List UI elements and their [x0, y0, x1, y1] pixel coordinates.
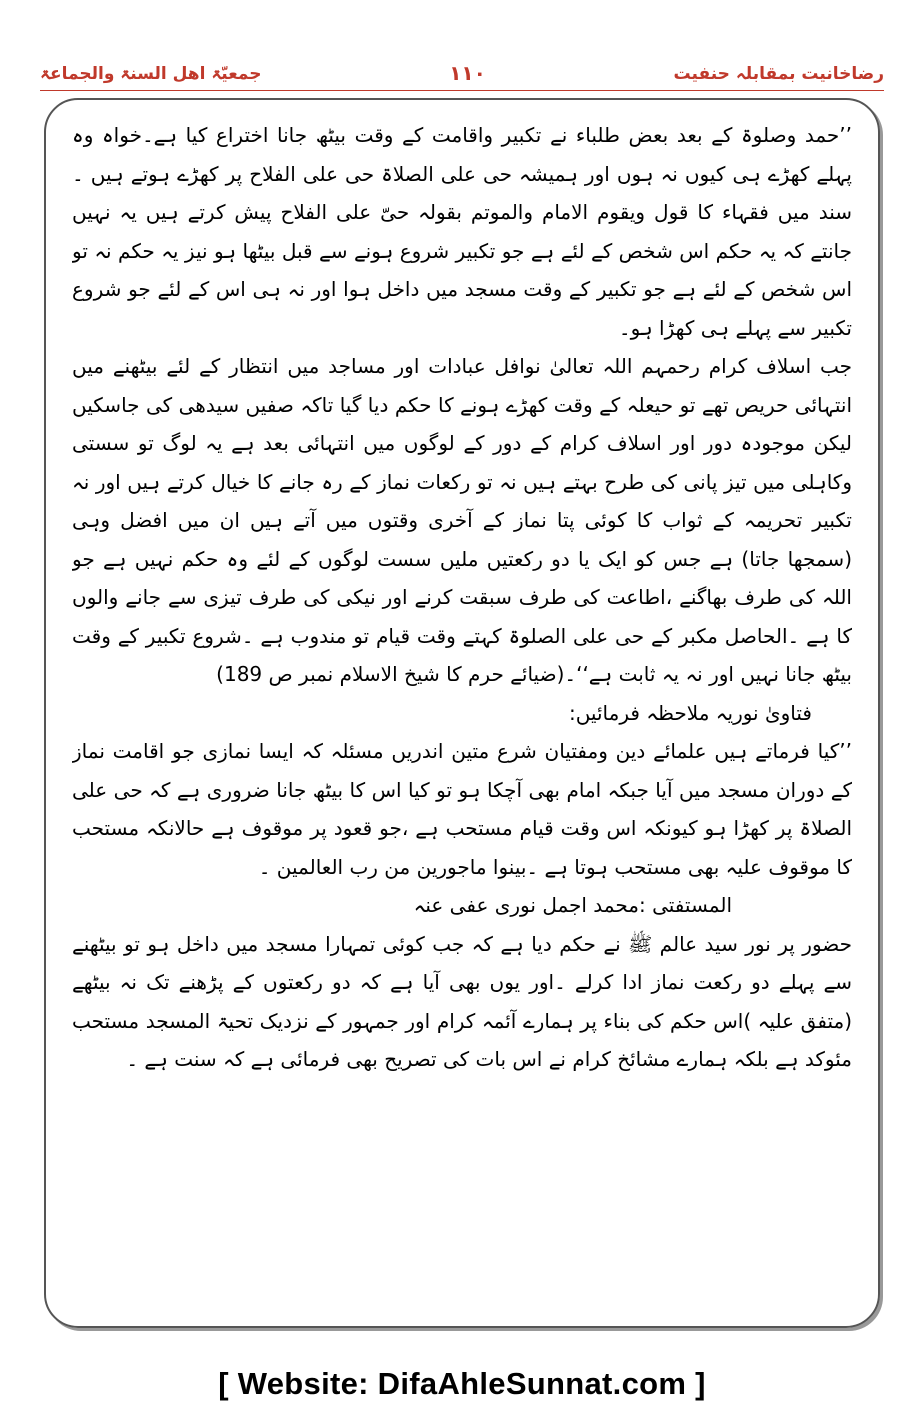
paragraph-5: المستفتی :محمد اجمل نوری عفی عنہ: [413, 893, 732, 917]
paragraph-1: ’’حمد وصلوۃ کے بعد بعض طلباء نے تکبیر واقامت کے وقت بیٹھ جانا اختراع کیا ہے۔خواہ وہ پہلے کھڑے ہی کیوں نہ ہوں اور ہمیشہ حی علی الصلاۃ حی علی الفلاح پر کھڑے ہوتے ہیں ۔سند میں فقہاء کا قول ویقوم الامام والموتم بقولہ حیّ علی الفلاح پیش کرتے ہیں یہ نہیں جانتے کہ یہ حکم اس شخص کے لئے ہے جو تکبیر شروع ہونے سے قبل بیٹھا ہو نیز یہ حکم نہ تو اس شخص کے لئے ہے جو تکبیر کے وقت مسجد میں داخل ہوا اور نہ ہی اس کے لئے جو شروع تکبیر سے پہلے ہی کھڑا ہو۔: [72, 123, 852, 340]
body-text: [72, 116, 852, 1316]
paragraph-3: فتاویٰ نوریہ ملاحظہ فرمائیں:: [568, 700, 812, 725]
website-footer: [ Website: DifaAhleSunnat.com ]: [218, 1366, 706, 1401]
header-divider: [40, 90, 884, 91]
header-right-title: رضاخانیت بمقابلہ حنفیت: [673, 63, 884, 84]
page-header: [40, 56, 884, 90]
page-number: ۱۱۰: [449, 61, 486, 85]
paragraph-4: ’’کیا فرماتے ہیں علمائے دین ومفتیان شرع متین اندریں مسئلہ کہ ایسا نمازی جو اقامت نماز کے دوران مسجد میں آیا جبکہ امام بھی آچکا ہو تو کیا اس کا بیٹھ جانا ضروری ہے کہ حی علی الصلاۃ پر کھڑا ہو کیونکہ اس وقت قیام مستحب ہے ،جو قعود پر موقوف ہے حالانکہ مستحب کا موقوف علیہ بھی مستحب ہوتا ہے ۔بینوا ماجورین من رب العالمین ۔: [72, 739, 852, 879]
paragraph-6: حضور پر نور سید عالم ﷺ نے حکم دیا ہے کہ جب کوئی تمہارا مسجد میں داخل ہو تو بیٹھنے سے پہلے دو رکعت نماز ادا کرلے ۔اور یوں بھی آیا ہے کہ دو رکعتوں کے پڑھنے تک نہ بیٹھے (متفق علیہ )اس حکم کی بناء پر ہمارے آئمہ کرام اور جمہور کے نزدیک تحیۃ المسجد مستحب مئوکد ہے بلکہ ہمارے مشائخ کرام نے اس بات کی تصریح بھی فرمائی ہے کہ سنت ہے ۔: [72, 931, 852, 1071]
paragraph-2: جب اسلاف کرام رحمہم اللہ تعالیٰ نوافل عبادات اور مساجد میں انتظار کے لئے بیٹھنے میں انتہائی حریص تھے تو حیعلہ کے وقت کھڑے ہونے کا حکم دیا گیا تاکہ صفیں سیدھی کی جاسکیں لیکن موجودہ دور اور اسلاف کرام کے دور کے لوگوں میں انتہائی بعد ہے یہ لوگ تو سستی وکاہلی میں تیز پانی کی طرح بہتے ہیں نہ تو رکعات نماز کے رہ جانے کا خیال کرتے ہیں اور نہ تکبیر تحریمہ کے ثواب کا کوئی پتا نماز کے آخری وقتوں میں آتے ہیں ان میں افضل وہی (سمجھا جاتا) ہے جس کو ایک یا دو رکعتیں ملیں سست لوگوں کے لئے وہ حکم نہیں ہے جو اللہ کی طرف بھاگنے ،اطاعت کی طرف سبقت کرنے اور نیکی کی طرف تیزی سے جانے والوں کا ہے ۔الحاصل مکبر کے حی علی الصلوۃ کہتے وقت قیام تو مندوب ہے ۔شروع تکبیر کے وقت بیٹھ جانا نہیں اور نہ یہ ثابت ہے‘‘۔(ضیائے حرم کا شیخ الاسلام نمبر ص 189): [72, 354, 852, 686]
header-left-title: جمعیّۃ اھل السنۃ والجماعۃ: [40, 63, 262, 84]
